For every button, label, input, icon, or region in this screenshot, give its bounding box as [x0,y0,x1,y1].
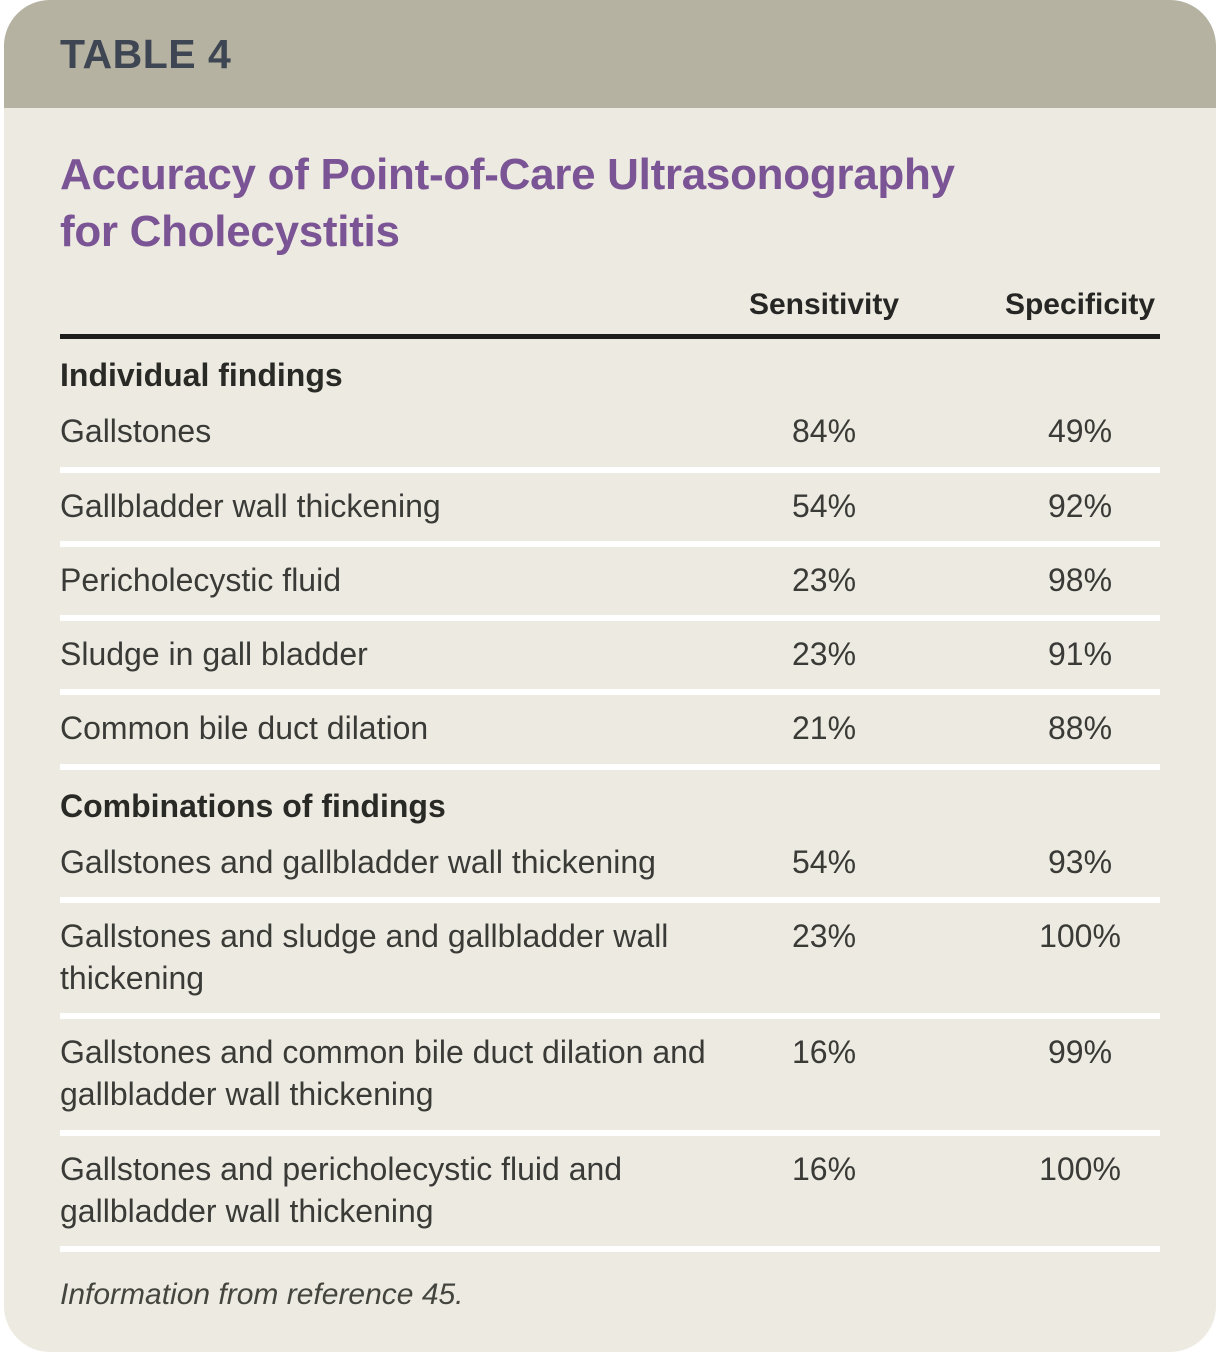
sensitivity-value: 84% [791,413,857,450]
finding-label: Pericholecystic fluid [60,561,341,598]
finding-label: Gallbladder wall thickening [60,487,441,524]
finding-label: Gallstones and sludge and gallbladder wall thickening [60,917,669,997]
table-number-tag: TABLE 4 [60,30,232,77]
table-row [60,473,1160,547]
finding-label: Sludge in gall bladder [60,636,368,673]
sensitivity-value: 21% [791,710,857,747]
table-card [4,0,1216,1352]
specificity-value: 91% [1047,636,1113,673]
finding-label: Gallstones and pericholecystic fluid and gallbladder wall thickening [60,1150,623,1229]
section-header: Individual findings [60,357,343,394]
specificity-value: 93% [1047,843,1113,880]
table-row [60,829,1160,903]
table-card-body [4,108,1216,1352]
table-rows [60,339,1160,1252]
table-row [60,1019,1160,1135]
specificity-value: 100% [1039,1150,1121,1187]
specificity-value: 98% [1047,561,1113,598]
finding-label: Gallstones and common bile duct dilation and gallbladder wall thickening [60,1034,706,1113]
sensitivity-value: 54% [791,487,857,524]
finding-label: Common bile duct dilation [60,710,429,747]
finding-label: Gallstones [60,413,212,450]
sensitivity-value: 23% [791,636,857,673]
column-header-specificity: Specificity [1004,288,1156,322]
specificity-value: 99% [1047,1034,1113,1071]
table-footnote: Information from reference 45. [60,1278,464,1312]
specificity-value: 49% [1047,413,1113,450]
sensitivity-value: 23% [791,561,857,598]
sensitivity-value: 23% [791,917,857,954]
section-header: Combinations of findings [60,787,446,824]
sensitivity-value: 16% [791,1150,857,1187]
specificity-value: 100% [1039,917,1121,954]
table-row [60,547,1160,621]
column-header-row [60,288,1160,334]
sensitivity-value: 54% [791,843,857,880]
sensitivity-value: 16% [791,1034,857,1071]
finding-label: Gallstones and gallbladder wall thickening [60,843,656,880]
column-header-sensitivity: Sensitivity [748,288,900,322]
specificity-value: 88% [1047,710,1113,747]
table-row [60,695,1160,769]
table-card-header [4,0,1216,108]
specificity-value: 92% [1047,487,1113,524]
table-row [60,903,1160,1019]
table-row [60,621,1160,695]
table-row [60,398,1160,472]
table-row [60,1136,1160,1252]
table-title: Accuracy of Point-of-Care Ultrasonography for Cholecystitis [60,150,955,257]
